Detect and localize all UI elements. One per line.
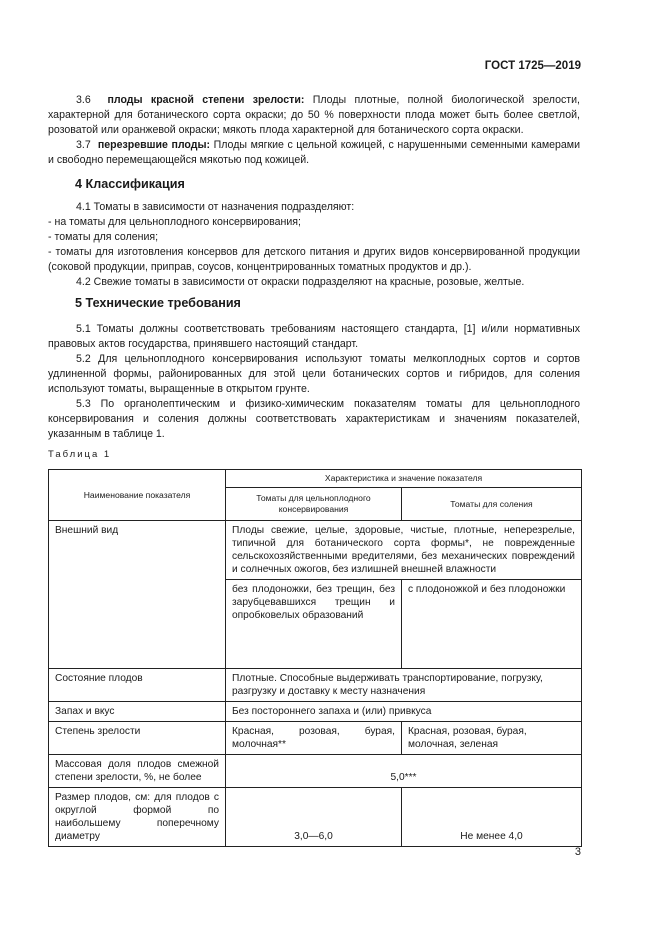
row-name: Степень зрелости	[49, 722, 226, 755]
paragraph-3-7	[48, 138, 580, 168]
clause-number: 3.6	[76, 94, 91, 106]
paragraph-3-6	[48, 93, 580, 138]
paragraph-4-2: 4.2 Свежие томаты в зависимости от окраски подразделяют на красные, розовые, желтые.	[76, 276, 525, 288]
section-5-heading: 5 Технические требования	[75, 296, 241, 310]
definition: Плоды мягкие с цельной кожицей, с нарушенными семенными камерами и свободно перемещающейся мякотью под кожицей.	[48, 139, 581, 166]
list-item: - томаты для соления;	[48, 231, 159, 243]
cell-value: Красная, розовая, бурая, молочная**	[226, 722, 402, 755]
table-row	[49, 755, 582, 788]
cell-value: с плодоножкой и без плодоножки	[402, 580, 582, 669]
row-name: Состояние плодов	[49, 669, 226, 702]
table-row	[49, 722, 582, 755]
paragraph-5-1: 5.1 Томаты должны соответствовать требованиям настоящего стандарта, [1] и/или нормативных правовых актов государства, принявшего настоящий стандарт.	[48, 323, 580, 350]
cell-value: без плодоножки, без трещин, без зарубцевавшихся трещин и опробковелых образований	[226, 580, 402, 669]
paragraph-4-1: 4.1 Томаты в зависимости от назначения подразделяют:	[76, 201, 355, 213]
cell-value: Не менее 4,0	[402, 788, 582, 847]
term: перезревшие плоды:	[97, 139, 211, 151]
paragraph-5-2: 5.2 Для цельноплодного консервирования используют томаты мелкоплодных сортов и сортов удлиненной формы, районированных для этой цели ботанических сортов и гибридов, для соления используют томаты, выращенные в открытом грунте.	[48, 353, 580, 395]
header-salting-column: Томаты для соления	[402, 488, 582, 521]
row-name: Запах и вкус	[49, 702, 226, 722]
section-4-heading: 4 Классификация	[75, 177, 185, 191]
cell-value: 5,0***	[226, 755, 582, 788]
definition: Плоды плотные, полной биологической зрелости, характерной для ботанического сорта окраски; до 50 % поверхности плода может быть более светлой, розоватой или оранжевой окраски; мякоть плода характерной для ботанического сорта окраски.	[48, 94, 580, 136]
table-row	[49, 669, 582, 702]
table-row	[49, 702, 582, 722]
row-name: Массовая доля плодов смежной степени зрелости, %, не более	[49, 755, 226, 788]
page-number: 3	[574, 846, 581, 858]
table-row	[49, 788, 582, 847]
table-caption: Таблица 1	[48, 449, 112, 460]
list-item: - на томаты для цельноплодного консервирования;	[48, 216, 301, 228]
header-characteristic-group: Характеристика и значение показателя	[226, 470, 582, 488]
cell-value: Красная, розовая, бурая, молочная, зеленая	[402, 722, 582, 755]
header-indicator-name: Наименование показателя	[49, 470, 226, 521]
term: плоды красной степени зрелости:	[107, 94, 305, 106]
paragraph-5-3: 5.3 По органолептическим и физико-химическим показателям томаты для цельноплодного консервирования и соления должны соответствовать характеристикам и значениям показателей, указанным в таблице 1.	[48, 398, 580, 440]
cell-value: Без постороннего запаха и (или) привкуса	[226, 702, 582, 722]
cell-value: Плотные. Способные выдерживать транспортирование, погрузку, разгрузку и доставку к месту назначения	[226, 669, 582, 702]
section-4-text	[48, 200, 580, 290]
requirements-table	[48, 469, 582, 847]
table-row	[49, 521, 582, 580]
section-5-text	[48, 322, 580, 442]
row-name: Размер плодов, см: для плодов с округлой формой по наибольшему поперечному диаметру	[49, 788, 226, 847]
header-canning-column: Томаты для цельноплодного консервирования	[226, 488, 402, 521]
section-3-text	[48, 93, 580, 168]
cell-value: 3,0—6,0	[226, 788, 402, 847]
document-code: ГОСТ 1725—2019	[484, 60, 581, 72]
clause-number: 3.7	[76, 139, 91, 151]
row-name: Внешний вид	[49, 521, 226, 669]
list-item: - томаты для изготовления консервов для детского питания и других видов консервированной продукции (соковой продукции, приправ, соусов, концентрированных томатных продуктов и др.).	[48, 246, 580, 273]
cell-value: Плоды свежие, целые, здоровые, чистые, плотные, неперезрелые, типичной для ботанического сорта формы*, не поврежденные сельскохозяйственными вредителями, без механических повреждений и солнечных ожогов, без излишней внешней влажности	[226, 521, 582, 580]
